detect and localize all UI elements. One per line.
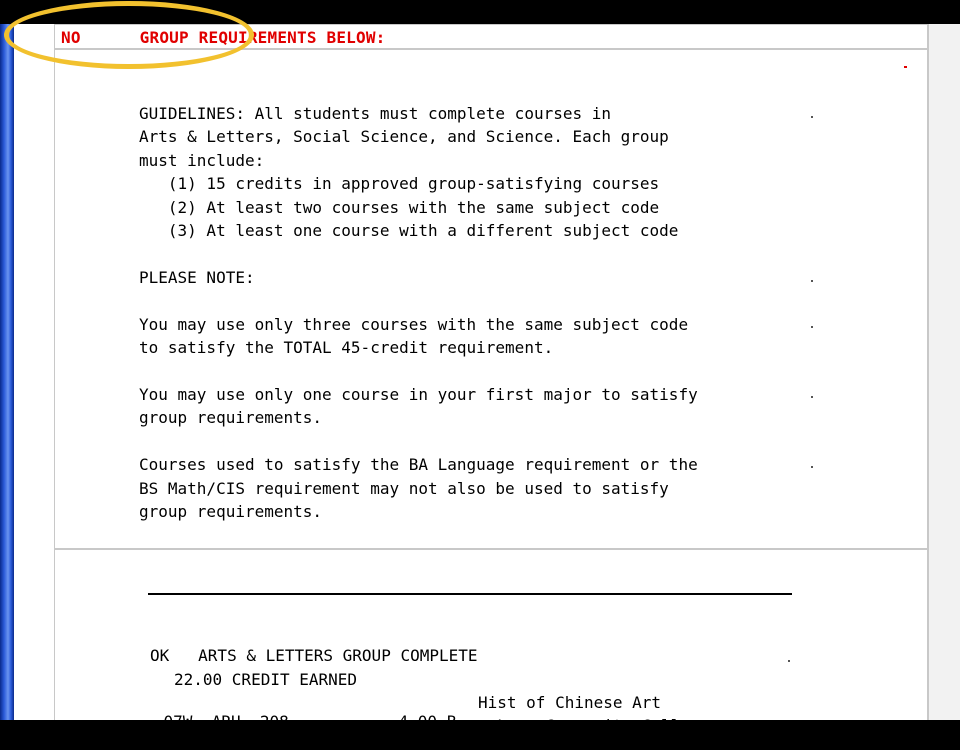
dot-marker xyxy=(811,466,813,468)
window-left-border xyxy=(0,24,14,720)
section-divider xyxy=(148,593,792,595)
left-margin xyxy=(14,24,54,720)
guidelines-text xyxy=(139,102,698,523)
group-complete-line: OK ARTS & LETTERS GROUP COMPLETE xyxy=(150,645,478,665)
requirement-title: GROUP REQUIREMENTS BELOW: xyxy=(139,28,386,47)
dot-marker xyxy=(811,396,813,398)
requirement-status: NO xyxy=(61,28,81,47)
degree-audit-page xyxy=(54,24,928,735)
guideline-line: to satisfy the TOTAL 45-credit requirement. xyxy=(139,338,554,358)
dot-marker xyxy=(811,280,813,282)
guideline-line: Arts & Letters, Social Science, and Science. Each group xyxy=(139,127,669,147)
guideline-line xyxy=(139,289,698,312)
guideline-line: PLEASE NOTE: xyxy=(139,267,255,287)
red-marker xyxy=(904,66,907,68)
course-subject: ARH xyxy=(211,712,241,731)
guideline-line: Courses used to satisfy the BA Language requirement or the xyxy=(139,455,698,475)
guideline-line xyxy=(139,359,698,382)
guideline-line: must include: xyxy=(139,150,265,170)
dot-marker xyxy=(788,660,790,662)
course-title: Hist of Chinese Art xyxy=(478,693,662,712)
guideline-line xyxy=(139,242,698,265)
window-right-border xyxy=(928,24,960,720)
guideline-line: (3) At least one course with a different subject code xyxy=(139,221,679,241)
credits-earned: 22.00 CREDIT EARNED xyxy=(174,670,358,689)
guideline-line: GUIDELINES: All students must complete courses in xyxy=(139,104,612,123)
guideline-line: group requirements. xyxy=(139,408,323,428)
group-header-panel xyxy=(54,24,928,49)
guideline-line: (2) At least two courses with the same subject code xyxy=(139,197,660,217)
course-credits: 4.00 xyxy=(398,712,438,731)
dot-marker xyxy=(811,116,813,118)
guideline-line xyxy=(139,430,698,453)
dot-marker xyxy=(811,326,813,328)
course-row xyxy=(125,693,289,750)
guideline-line: (1) 15 credits in approved group-satisfying courses xyxy=(139,174,660,194)
course-credits-grade xyxy=(360,693,456,750)
group-requirements-header xyxy=(61,28,386,47)
guideline-line: You may use only three courses with the same subject code xyxy=(139,314,689,334)
course-number: 208 xyxy=(259,712,289,731)
guideline-line: BS Math/CIS requirement may not also be used to satisfy xyxy=(139,478,669,498)
course-grade: B xyxy=(446,712,457,731)
course-location: @ Lane Community College xyxy=(478,716,710,735)
course-term: 07W xyxy=(163,712,193,731)
guideline-line: group requirements. xyxy=(139,501,323,521)
guideline-line: You may use only one course in your first major to satisfy xyxy=(139,384,698,404)
